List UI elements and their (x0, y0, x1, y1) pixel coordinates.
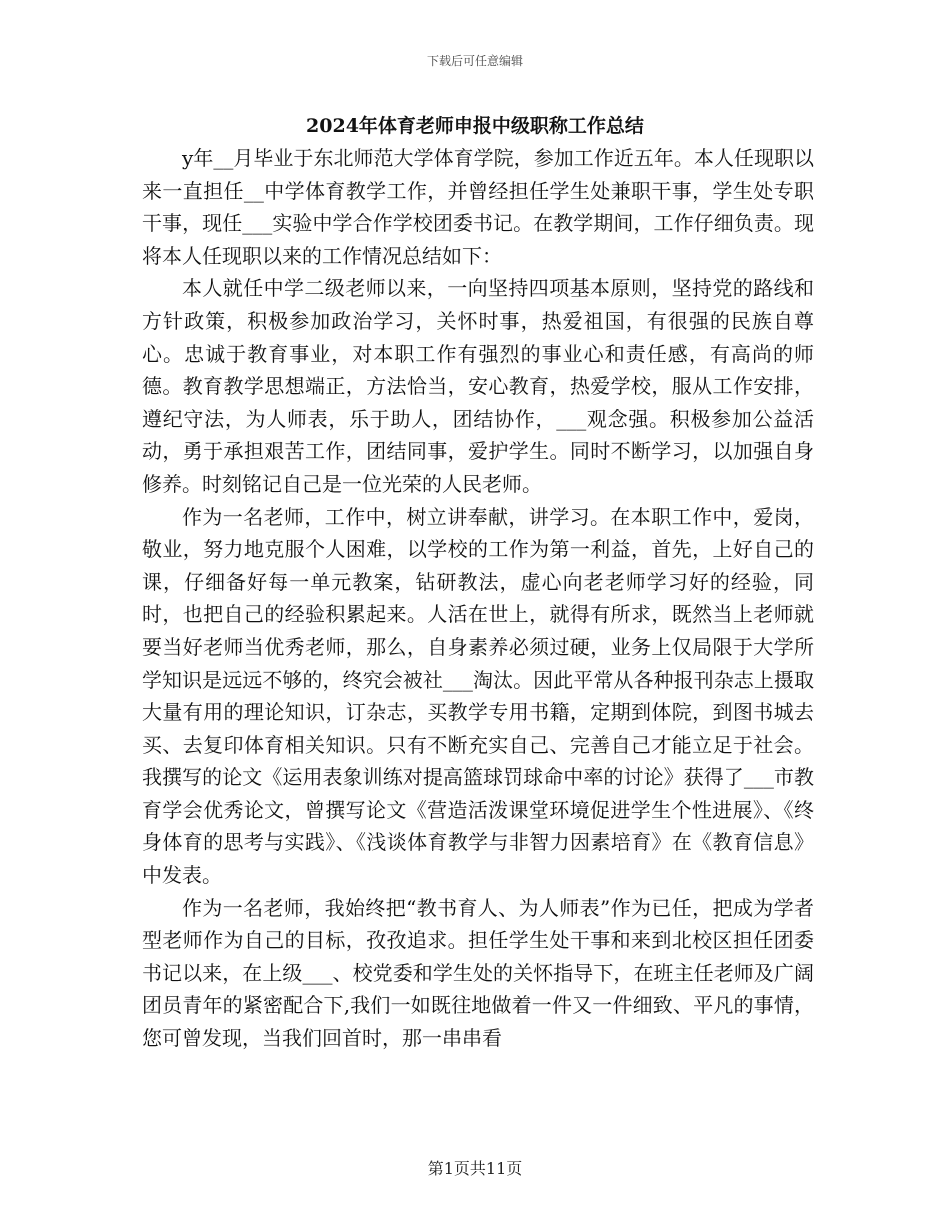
paragraph-intro: y年__月毕业于东北师范大学体育学院，参加工作近五年。本人任现职以来一直担任__中学体育教学工作，并曾经担任学生处兼职干事，学生处专职干事，现任___实验中学合作学校团委书记。在教学期间，工作仔细负责。现将本人任现职以来的工作情况总结如下： (142, 146, 814, 268)
paragraph-teaching: 作为一名老师，工作中，树立讲奉献，讲学习。在本职工作中，爱岗，敬业，努力地克服个人困难，以学校的工作为第一利益，首先，上好自己的课，仔细备好每一单元教案，钻研教法，虚心向老老师学习好的经验，同时，也把自己的经验积累起来。人活在世上，就得有所求，既然当上老师就要当好老师当优秀老师，那么，自身素养必须过硬，业务上仅局限于大学所学知识是远远不够的，终究会被社___淘汰。因此平常从各种报刊杂志上摄取大量有用的理论知识，订杂志，买教学专用书籍，定期到体院，到图书城去买、去复印体育相关知识。只有不断充实自己、完善自己才能立足于社会。我撰写的论文《运用表象训练对提高篮球罚球命中率的讨论》获得了___市教育学会优秀论文，曾撰写论文《营造活泼课堂环境促进学生个性进展》、《终身体育的思考与实践》、《浅谈体育教学与非智力因素培育》在《教育信息》中发表。 (142, 504, 814, 888)
document-body (142, 142, 814, 1055)
paragraph-league-work: 作为一名老师，我始终把“教书育人、为人师表”作为已任，把成为学者型老师作为自己的目标，孜孜追求。担任学生处干事和来到北校区担任团委书记以来，在上级___、校党委和学生处的关怀指导下，在班主任老师及广阔团员青年的紧密配合下,我们一如既往地做着一件又一件细致、平凡的事情，您可曾发现，当我们回首时，那一串串看 (142, 895, 814, 1051)
document-title: 2024年体育老师申报中级职称工作总结 (306, 115, 644, 137)
header-note: 下载后可任意编辑 (426, 54, 523, 68)
page-number: 第1页共11页 (427, 1159, 523, 1178)
paragraph-ethics: 本人就任中学二级老师以来，一向坚持四项基本原则，坚持党的路线和方针政策，积极参加政治学习，关怀时事，热爱祖国，有很强的民族自尊心。忠诚于教育事业，对本职工作有强烈的事业心和责任感，有高尚的师德。教育教学思想端正，方法恰当，安心教育，热爱学校，服从工作安排，遵纪守法，为人师表，乐于助人，团结协作，___观念强。积极参加公益活动，勇于承担艰苦工作，团结同事，爱护学生。同时不断学习，以加强自身修养。时刻铭记自己是一位光荣的人民老师。 (142, 276, 814, 496)
